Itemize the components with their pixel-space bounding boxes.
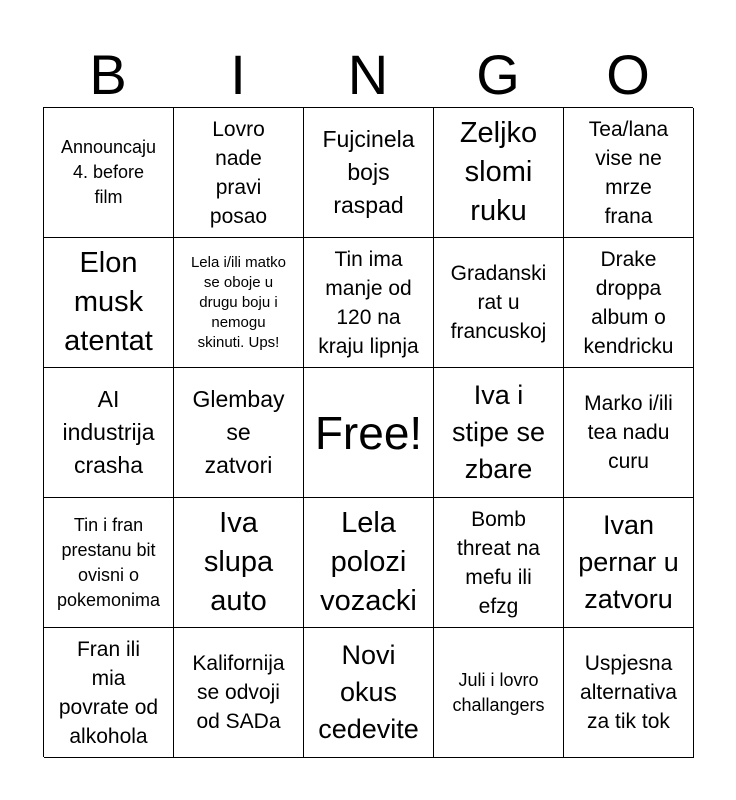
bingo-cell[interactable] — [304, 628, 434, 758]
bingo-cell[interactable] — [304, 238, 434, 368]
bingo-cell-text: Bomb threat na mefu ili efzg — [457, 507, 540, 618]
bingo-cell[interactable] — [174, 498, 304, 628]
bingo-cell-text: Elon musk atentat — [64, 247, 153, 357]
bingo-cell-text: Marko i/ili tea nadu curu — [584, 392, 673, 473]
bingo-cell-text: Lovro nade pravi posao — [209, 117, 268, 228]
bingo-board — [43, 107, 693, 757]
bingo-cell-text: Kalifornija se odvoji od SADa — [192, 652, 285, 733]
bingo-cell[interactable] — [564, 628, 694, 758]
bingo-cell[interactable] — [304, 498, 434, 628]
bingo-cell[interactable] — [44, 368, 174, 498]
bingo-cell[interactable] — [564, 368, 694, 498]
bingo-cell[interactable] — [564, 108, 694, 238]
bingo-cell-text: Juli i lovro challangers — [452, 669, 545, 715]
bingo-cell[interactable] — [174, 108, 304, 238]
bingo-cell-text: Ivan pernar u zatvoru — [578, 510, 679, 614]
header-letter-n: N — [347, 43, 389, 106]
bingo-cell[interactable] — [174, 628, 304, 758]
bingo-cell-text: Iva slupa auto — [203, 507, 274, 617]
bingo-cell-text: Zeljko slomi ruku — [459, 117, 538, 227]
bingo-cell-text: AI industrija crasha — [62, 386, 155, 478]
bingo-cell-text: Tin ima manje od 120 na kraju lipnja — [318, 247, 419, 358]
bingo-cell[interactable] — [434, 628, 564, 758]
bingo-cell[interactable] — [44, 108, 174, 238]
bingo-cell[interactable] — [44, 628, 174, 758]
bingo-cell[interactable] — [434, 368, 564, 498]
bingo-cell-text: Glembay se zatvori — [192, 386, 285, 478]
bingo-cell-text: Tea/lana vise ne mrze frana — [588, 117, 669, 228]
bingo-cell[interactable] — [564, 238, 694, 368]
bingo-cell-text: Fujcinela bojs raspad — [322, 126, 415, 218]
bingo-cell[interactable] — [564, 498, 694, 628]
bingo-cell-text: Fran ili mia povrate od alkohola — [58, 637, 159, 748]
header-letter-g: G — [476, 43, 520, 106]
bingo-cell[interactable] — [174, 238, 304, 368]
bingo-cell-text: Announcaju 4. before film — [60, 137, 157, 207]
bingo-cell[interactable] — [434, 108, 564, 238]
bingo-cell-text: Lela polozi vozacki — [320, 507, 417, 617]
bingo-cell-text: Iva i stipe se zbare — [451, 380, 546, 484]
bingo-cell[interactable] — [304, 108, 434, 238]
bingo-cell[interactable] — [434, 498, 564, 628]
free-space-text: Free! — [314, 406, 423, 459]
bingo-header — [43, 44, 693, 106]
header-letter-o: O — [606, 43, 650, 106]
bingo-cell[interactable] — [44, 498, 174, 628]
bingo-cell[interactable] — [44, 238, 174, 368]
header-letter-b: B — [89, 43, 127, 106]
bingo-cell[interactable] — [434, 238, 564, 368]
bingo-cell-text: Drake droppa album o kendricku — [583, 247, 674, 358]
bingo-cell-text: Novi okus cedevite — [318, 640, 419, 744]
bingo-cell-text: Lela i/ili matko se oboje u drugu boju i nemogu skinuti. Ups! — [190, 253, 287, 351]
free-space[interactable] — [304, 368, 434, 498]
bingo-cell[interactable] — [174, 368, 304, 498]
bingo-cell-text: Gradanski rat u francuskoj — [450, 262, 547, 343]
header-letter-i: I — [230, 43, 246, 106]
bingo-cell-text: Tin i fran prestanu bit ovisni o pokemonima — [56, 514, 161, 610]
bingo-cell-text: Uspjesna alternativa za tik tok — [580, 652, 677, 733]
